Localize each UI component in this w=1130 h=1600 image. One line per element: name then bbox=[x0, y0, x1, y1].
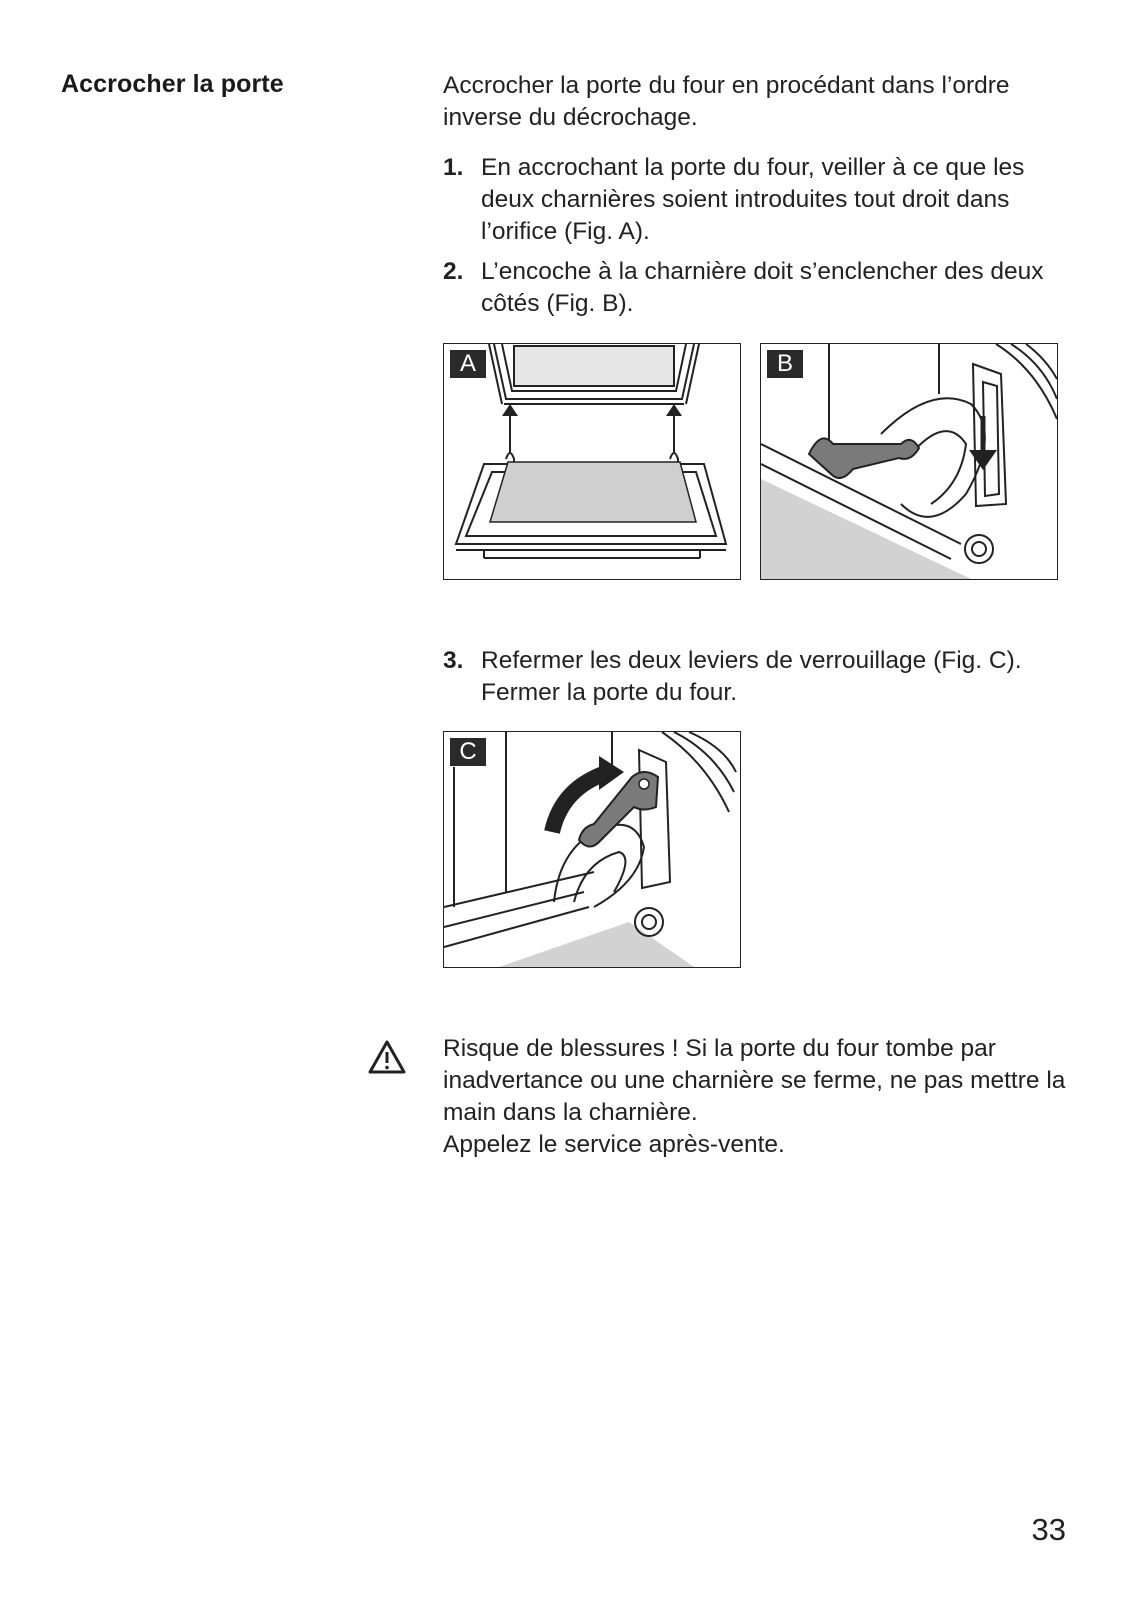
steps-list-2 bbox=[443, 645, 1083, 717]
warning-triangle-icon bbox=[368, 1040, 406, 1074]
step-number: 2. bbox=[443, 258, 464, 285]
figure-c bbox=[443, 731, 741, 968]
step-text: Refermer les deux leviers de verrouillage (Fig. C). Fermer la porte du four. bbox=[481, 647, 1022, 706]
step-text: L’encoche à la charnière doit s’enclencher des deux côtés (Fig. B). bbox=[481, 258, 1044, 317]
step-number: 3. bbox=[443, 647, 464, 674]
figure-a-drawing bbox=[444, 344, 740, 579]
figure-b-label: B bbox=[767, 350, 803, 378]
step-number: 1. bbox=[443, 154, 464, 181]
step-item bbox=[443, 152, 1083, 248]
step-item bbox=[443, 256, 1083, 320]
step-item bbox=[443, 645, 1083, 709]
figure-c-label: C bbox=[450, 738, 486, 766]
figure-b-drawing bbox=[761, 344, 1057, 579]
figure-a-label: A bbox=[450, 350, 486, 378]
page-number: 33 bbox=[1031, 1512, 1066, 1547]
section-heading: Accrocher la porte bbox=[61, 70, 284, 98]
figure-c-drawing bbox=[444, 732, 740, 967]
warning-text-block bbox=[443, 1033, 1083, 1161]
figure-b bbox=[760, 343, 1058, 580]
steps-list-1 bbox=[443, 152, 1083, 328]
figure-a bbox=[443, 343, 741, 580]
warning-text: Risque de blessures ! Si la porte du four tombe par inadvertance ou une charnière se ferme, ne pas mettre la main dans la charnière. bbox=[443, 1035, 1066, 1126]
intro-paragraph: Accrocher la porte du four en procédant dans l’ordre inverse du décrochage. bbox=[443, 72, 1010, 131]
step-text: En accrochant la porte du four, veiller à ce que les deux charnières soient introduites tout droit dans l’orifice (Fig. A). bbox=[481, 154, 1025, 245]
warning-followup: Appelez le service après-vente. bbox=[443, 1131, 785, 1158]
